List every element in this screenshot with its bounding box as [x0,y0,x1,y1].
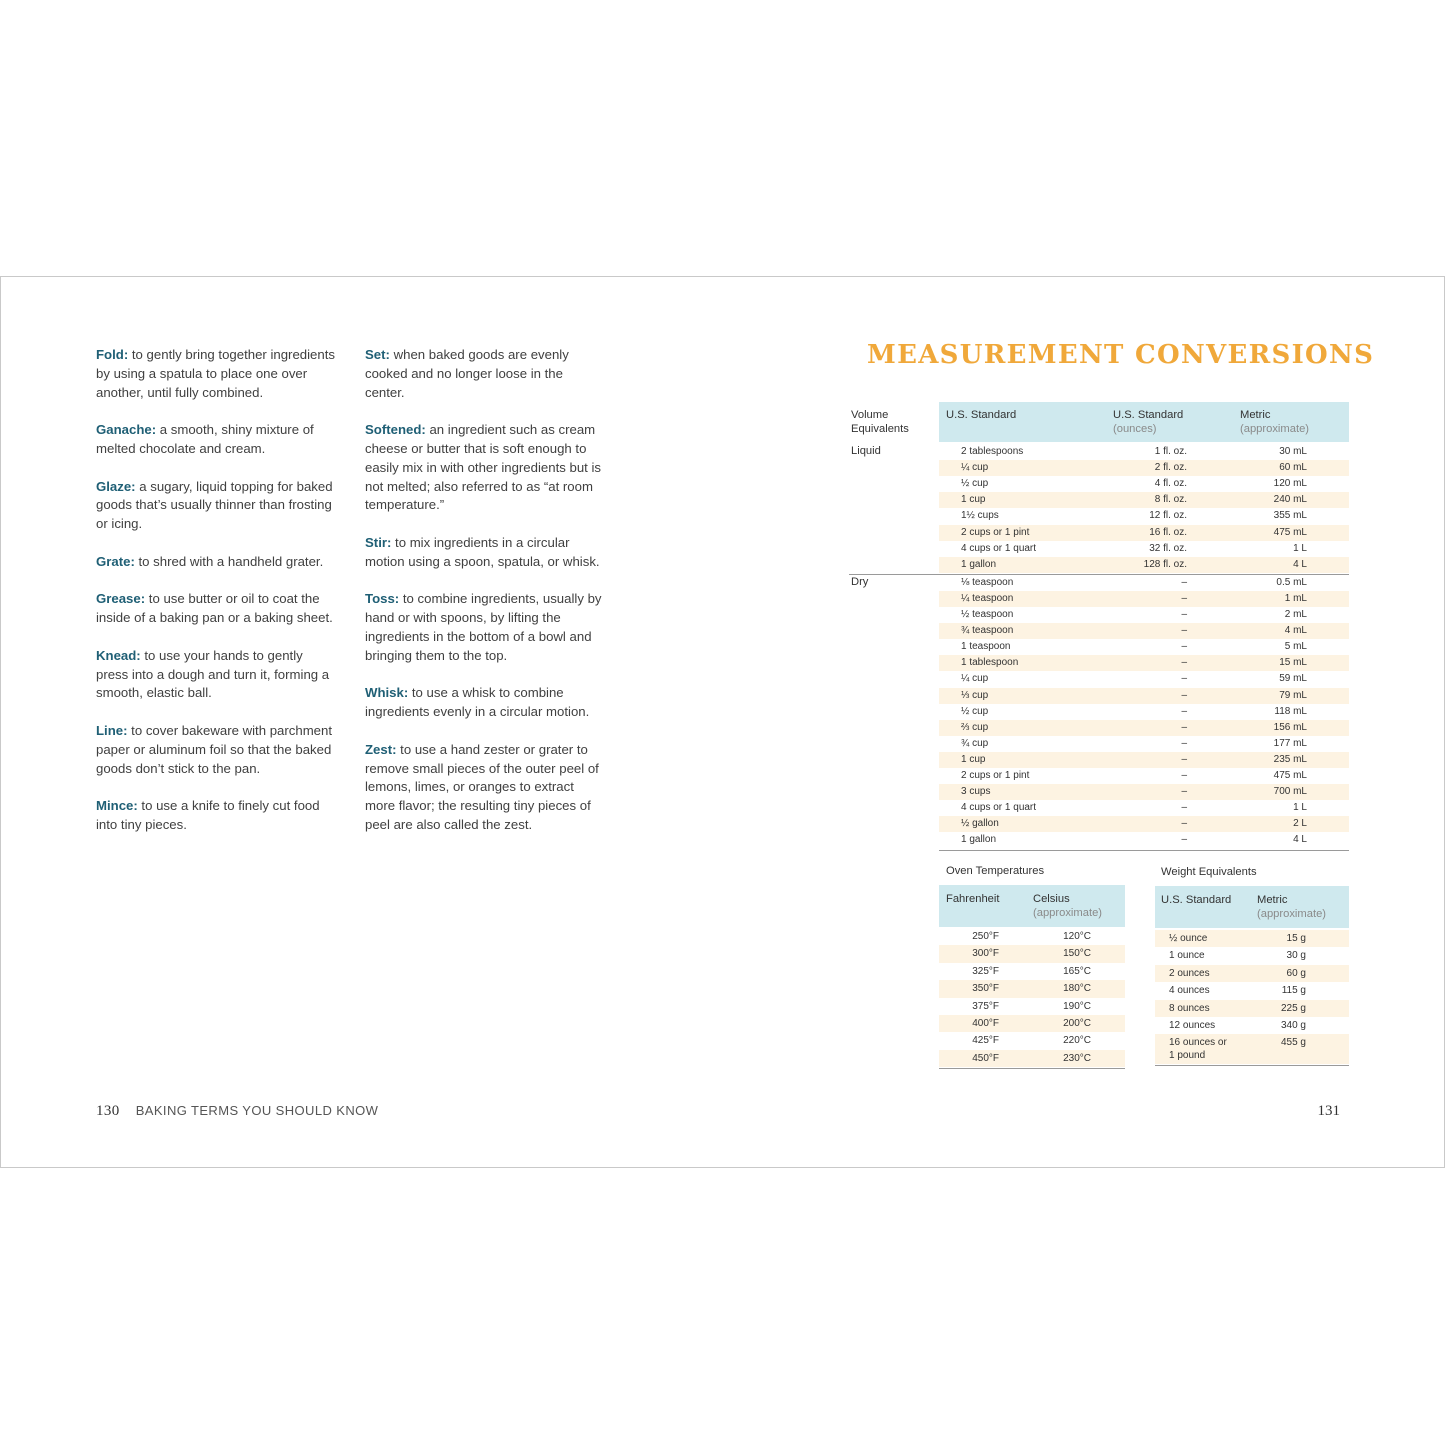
volume-cell-metric: 118 mL [1274,705,1307,717]
volume-cell-metric: 2 L [1293,818,1307,830]
oven-cell-celsius: 190°C [1063,1000,1091,1012]
volume-cell-ounces: – [1181,657,1187,669]
oven-cell-celsius: 200°C [1063,1018,1091,1029]
volume-col3-header-subtext: (approximate) [1240,422,1310,435]
volume-cell-metric: 1 mL [1284,592,1307,604]
glossary-column-2 [365,346,605,854]
volume-cell-metric: 15 mL [1279,657,1307,669]
glossary-term: Fold: [96,347,129,362]
glossary-entry [365,534,605,572]
glossary-definition: to gently bring together ingredients by using a spatula to place one over another, until fully combined. [96,347,335,400]
volume-cell-ounces: – [1181,770,1187,781]
glossary-entry [96,647,336,703]
volume-cell-us: 4 cups or 1 quart [961,542,1037,554]
volume-cell-metric: 59 mL [1279,673,1307,685]
volume-cell-us: 2 tablespoons [961,446,1024,457]
volume-cell-ounces: – [1181,625,1187,637]
volume-cell-metric: 5 mL [1284,641,1307,653]
book-spread [0,276,1445,1168]
volume-cell-us: ¾ cup [961,737,989,749]
glossary-definition: to combine ingredients, usually by hand or with spoons, by lifting the ingredients in the bottom of a bowl and bringing them to the top. [365,591,602,663]
volume-cell-metric: 2 mL [1284,609,1307,620]
volume-cell-ounces: 2 fl. oz. [1154,462,1187,474]
volume-cell-metric: 700 mL [1273,786,1307,798]
oven-bottom-rule [939,1068,1125,1069]
volume-cell-ounces: 128 fl. oz. [1143,558,1187,570]
glossary-term: Glaze: [96,478,136,494]
volume-cell-metric: 240 mL [1273,494,1307,506]
glossary-definition: an ingredient such as cream cheese or butter that is soft enough to easily mix in with other ingredients but is not melted; also referred to as “at room temperature.” [365,422,602,513]
liquid-group-label: Liquid [851,445,881,457]
weight-col2-header-text: Metric [1257,894,1288,906]
glossary-entry [96,346,336,402]
volume-col0-header [851,409,941,436]
volume-cell-ounces: – [1181,576,1187,588]
volume-cell-ounces: – [1181,802,1187,814]
volume-cell-ounces: – [1181,673,1187,685]
glossary-term: Softened: [365,422,426,438]
left-page-number: 130 [96,1103,120,1119]
oven-cell-fahrenheit: 300°F [972,948,999,960]
volume-cell-metric: 1 L [1293,542,1307,554]
volume-bottom-rule [939,850,1349,851]
volume-cell-metric: 4 L [1293,558,1307,570]
left-page-footer [96,1103,378,1120]
glossary-entry [365,741,605,835]
volume-col2-header-text: U.S. Standard [1113,409,1184,421]
glossary-definition: a smooth, shiny mixture of melted chocolate and cream. [96,422,314,456]
oven-col1-header-text: Fahrenheit [946,893,1000,905]
dry-group-label: Dry [851,575,869,588]
volume-cell-metric: 177 mL [1273,737,1307,749]
volume-cell-metric: 1 L [1293,802,1307,814]
glossary-definition: to cover bakeware with parchment paper or aluminum foil so that the baked goods don’t stick to the pan. [96,722,333,776]
oven-table-title: Oven Temperatures [946,865,1045,877]
volume-cell-us: 1 cup [961,494,986,506]
oven-cell-celsius: 220°C [1063,1035,1091,1047]
volume-cell-us: 1 tablespoon [961,657,1019,669]
glossary-term: Toss: [365,591,400,607]
weight-cell-metric: 225 g [1280,1002,1306,1014]
weight-col1-header-text: U.S. Standard [1161,894,1232,906]
glossary-entry [96,590,336,628]
volume-cell-ounces: – [1181,592,1187,604]
volume-cell-us: 1½ cups [961,510,999,522]
glossary-definition: to use a knife to finely cut food into tiny pieces. [96,798,320,832]
glossary-definition: to use your hands to gently press into a dough and turn it, forming a smooth, elastic ball. [96,647,330,701]
glossary-term: Grate: [96,553,135,569]
oven-col2-header-text: Celsius [1033,893,1070,905]
volume-cell-ounces: – [1181,641,1187,653]
volume-cell-ounces: – [1181,818,1187,830]
volume-cell-ounces: – [1181,721,1187,733]
volume-cell-metric: 4 mL [1284,625,1307,637]
volume-cell-us: 1 gallon [961,834,997,846]
volume-cell-metric: 79 mL [1279,689,1307,701]
weight-cell-us: 4 ounces [1169,985,1210,997]
volume-cell-ounces: – [1181,753,1187,765]
oven-cell-celsius: 180°C [1063,983,1091,995]
glossary-term: Set: [365,347,390,362]
volume-cell-us: 4 cups or 1 quart [961,802,1037,814]
glossary-term: Grease: [96,591,146,607]
weight-col2-header [1257,894,1352,921]
weight-bottom-rule [1155,1065,1349,1066]
volume-col1-header [946,409,1096,423]
weight-cell-us: 16 ounces or 1 pound [1169,1037,1227,1061]
volume-cell-ounces: 32 fl. oz. [1149,542,1187,554]
volume-cell-us: 1 gallon [961,558,997,570]
running-head: BAKING TERMS YOU SHOULD KNOW [135,1103,379,1118]
volume-col1-header-text: U.S. Standard [946,409,1017,421]
volume-cell-ounces: – [1181,737,1187,749]
glossary-term: Mince: [96,798,138,814]
volume-cell-ounces: 12 fl. oz. [1149,510,1187,522]
oven-col1-header [946,893,1036,907]
glossary-definition: a sugary, liquid topping for baked goods that’s usually thinner than frosting or icing. [96,478,333,532]
volume-cell-us: 1 cup [961,753,986,765]
weight-cell-metric: 340 g [1280,1020,1306,1031]
glossary-column-1 [96,346,336,854]
glossary-term: Ganache: [96,422,157,438]
glossary-definition: to mix ingredients in a circular motion using a spoon, spatula, or whisk. [365,534,600,569]
glossary-definition: to use a hand zester or grater to remove small pieces of the outer peel of lemons, limes, or oranges to extract more flavor; the resulting tiny pieces of peel are also called the zest. [365,741,599,832]
volume-cell-ounces: 1 fl. oz. [1154,446,1187,457]
volume-cell-us: ½ teaspoon [961,609,1014,620]
weight-col1-header [1161,894,1261,908]
volume-cell-metric: 355 mL [1273,510,1307,522]
oven-cell-celsius: 230°C [1063,1052,1091,1064]
volume-cell-us: 2 cups or 1 pint [961,526,1030,538]
volume-cell-ounces: 16 fl. oz. [1149,526,1187,538]
volume-col2-header [1113,409,1223,436]
oven-cell-fahrenheit: 425°F [972,1035,999,1047]
glossary-entry [96,722,336,778]
volume-cell-metric: 235 mL [1273,753,1307,765]
weight-cell-metric: 455 g [1280,1037,1306,1049]
volume-cell-us: 1 teaspoon [961,641,1011,653]
glossary-entry [365,684,605,722]
volume-cell-metric: 156 mL [1273,721,1307,733]
oven-col2-header [1033,893,1128,920]
glossary-definition: when baked goods are evenly cooked and no longer loose in the center. [365,347,569,400]
volume-cell-metric: 475 mL [1273,526,1307,538]
volume-cell-us: ⅓ cup [961,689,989,701]
oven-cell-fahrenheit: 350°F [972,983,999,995]
weight-table-title: Weight Equivalents [1161,866,1257,878]
volume-cell-ounces: – [1181,609,1187,620]
glossary-term: Knead: [96,647,141,663]
oven-cell-fahrenheit: 325°F [972,965,999,977]
glossary-definition: to use butter or oil to coat the inside of a baking pan or a baking sheet. [96,591,333,626]
oven-col2-header-subtext: (approximate) [1033,906,1103,919]
weight-cell-us: 12 ounces [1169,1020,1216,1031]
volume-cell-us: ⅛ teaspoon [961,576,1014,588]
glossary-entry [365,421,605,515]
volume-col3-header [1240,409,1350,436]
volume-cell-metric: 475 mL [1273,770,1307,781]
glossary-definition: to shred with a handheld grater. [134,553,324,569]
weight-cell-metric: 15 g [1286,933,1306,944]
glossary-entry [96,421,336,459]
oven-cell-fahrenheit: 375°F [972,1000,999,1012]
volume-cell-us: ¼ cup [961,462,989,474]
glossary-term: Zest: [365,741,397,757]
volume-cell-us: ⅔ cup [961,721,989,733]
weight-cell-us: 8 ounces [1169,1002,1210,1014]
volume-col3-header-text: Metric [1240,409,1271,421]
weight-cell-metric: 30 g [1286,950,1306,962]
volume-col2-header-subtext: (ounces) [1113,422,1157,435]
oven-cell-celsius: 165°C [1063,965,1091,977]
volume-cell-us: ¾ teaspoon [961,625,1014,637]
glossary-term: Whisk: [365,685,409,701]
volume-cell-ounces: – [1181,689,1187,701]
volume-cell-us: 3 cups [961,786,991,798]
volume-cell-ounces: 4 fl. oz. [1154,478,1187,490]
weight-cell-us: 1 ounce [1169,950,1205,962]
glossary-definition: to use a whisk to combine ingredients evenly in a circular motion. [365,685,590,720]
glossary-entry [96,478,336,534]
glossary-entry [365,590,605,665]
weight-col2-header-subtext: (approximate) [1257,907,1327,920]
volume-cell-ounces: – [1181,705,1187,717]
oven-cell-celsius: 150°C [1063,948,1091,960]
weight-cell-metric: 115 g [1281,985,1306,997]
glossary-term: Line: [96,722,128,738]
volume-cell-us: ½ gallon [961,818,999,830]
glossary-entry [96,553,336,572]
volume-cell-us: ¼ teaspoon [961,592,1014,604]
oven-cell-fahrenheit: 400°F [972,1018,999,1029]
volume-cell-us: ½ cup [961,705,989,717]
volume-cell-us: ½ cup [961,478,989,490]
volume-cell-metric: 0.5 mL [1276,576,1307,588]
volume-cell-metric: 4 L [1293,834,1307,846]
volume-cell-ounces: 8 fl. oz. [1154,494,1187,506]
volume-cell-ounces: – [1181,786,1187,798]
weight-cell-us: ½ ounce [1169,933,1208,944]
weight-cell-us: 2 ounces [1169,967,1210,979]
volume-cell-metric: 30 mL [1279,446,1307,457]
oven-cell-fahrenheit: 450°F [972,1052,999,1064]
glossary-term: Stir: [365,534,392,550]
weight-cell-metric: 60 g [1286,967,1306,979]
right-page-number: 131 [1317,1103,1340,1119]
volume-cell-us: 2 cups or 1 pint [961,770,1030,781]
glossary-entry [96,797,336,835]
page-title: MEASUREMENT CONVERSIONS [867,340,1375,370]
oven-cell-fahrenheit: 250°F [972,931,999,942]
volume-col0-header-text: Volume Equivalents [851,409,909,435]
volume-cell-us: ¼ cup [961,673,989,685]
volume-cell-metric: 120 mL [1273,478,1307,490]
oven-cell-celsius: 120°C [1063,931,1091,942]
volume-cell-metric: 60 mL [1279,462,1307,474]
volume-cell-ounces: – [1181,834,1187,846]
glossary-entry [365,346,605,402]
